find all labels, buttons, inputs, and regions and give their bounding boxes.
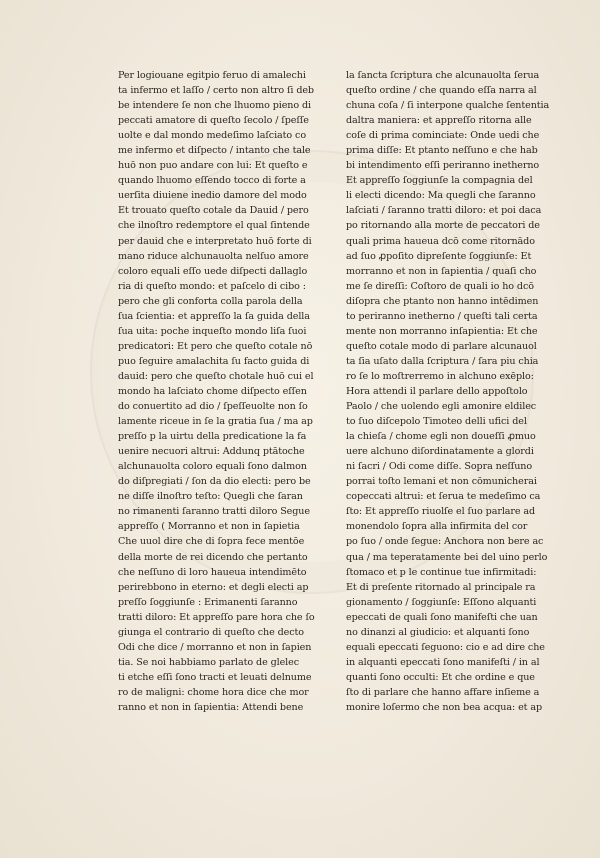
left-column-line: no rimanenti ſaranno tratti diloro Segue [118,506,310,518]
right-column-line: morranno et non in ſapientia / quaſi cho [346,265,537,277]
right-text-column [346,68,568,715]
right-column-line: mente non morranno inſapientia: Et che [346,325,538,337]
right-column-line: ſto: Et appreſſo riuolſe el ſuo parlare ad [346,506,536,518]
right-column-line: porrai toſto lemani et non cōmunicherai [346,476,537,488]
left-column-line: ro de maligni: chome hora dice che mor [118,686,309,698]
right-column-line: quanti ſono occulti: Et che ordine e que [346,671,535,683]
right-column-line: epeccati de quali ſono manifeſti che uan [346,611,538,623]
left-column-line: predicatori: Et pero che queſto cotale nō [118,340,313,352]
right-column-line: po ſuo / onde ſegue: Anchora non bere ac [346,536,544,548]
right-column-line: ta ſia uſato dalla ſcriptura / ſara piu chia [346,355,539,367]
right-column-line: copeccati altrui: et ſerua te medeſimo ca [346,491,541,503]
right-column-line: bi intendimento eſſi periranno inetherno [346,160,540,172]
right-column-line: equali epeccati ſeguono: cio e ad dire che [346,641,545,653]
right-column-line: prima diſſe: Et ptanto neſſuno e che hab [346,145,538,157]
right-column-line: ad ſuo ꝓpoſito dipreſente ſoggiunſe: Et [346,250,532,262]
left-column-line: Odi che dice / morranno et non in ſapien [118,641,312,653]
right-column-line: quali prima haueua dcō come ritornādo [346,235,535,247]
right-column-line: ſto di parlare che hanno affare inſieme a [346,686,540,698]
left-column-line: giunga el contrario di queſto che decto [118,626,304,638]
left-column-line: perirebbono in eterno: et degli electi ap [118,581,309,593]
right-column-line: queſto cotale modo di parlare alcunauol [346,340,537,352]
left-column-line: mano riduce alchunauolta nelſuo amore [118,250,309,262]
right-column-line: Hora attendi il parlare dello appoſtolo [346,385,528,397]
right-column-line: diſopra che ptanto non hanno intēdimen [346,295,539,307]
right-column-line: Et di preſente ritornado al principale ra [346,581,536,593]
left-column-line: alchunauolta coloro equali ſono dalmon [118,461,307,473]
right-column-line: la chieſa / chome egli non doueſſi ꝓmuo [346,431,536,443]
left-column-line: mondo ha laſciato chome diſpecto eſſen [118,385,307,397]
left-column-line: pero che gli conforta colla parola della [118,295,303,307]
left-column-line: uolte e dal mondo medeſimo laſciato co [118,130,306,142]
right-column-line: ro ſe lo moſtrerremo in alchuno exēplo: [346,370,534,382]
right-column-line: to periranno inetherno / queſti tali certa [346,310,538,322]
right-column-line: monire loſermo che non bea acqua: et ap [346,701,543,713]
left-column-line: tratti diloro: Et appreſſo pare hora che ſo [118,611,315,623]
right-column-line: li electi dicendo: Ma quegli che ſaranno [346,190,536,202]
left-column-line: coloro equali eſſo uede diſpecti dallaglo [118,265,308,277]
left-column-line: che neſſuno di loro haueua intendimēto [118,566,307,578]
right-column-line: no dinanzi al giudicio: et alquanti ſono [346,626,530,638]
left-column-line: do conuertito ad dio / ſpeſſeuolte non ſo [118,401,308,413]
left-column-line: peccati amatore di queſto ſecolo / ſpeſſe [118,115,309,127]
left-column-line: appreſſo ( Morranno et non in ſapietia [118,521,300,533]
right-column-line: in alquanti epeccati ſono manifeſti / in al [346,656,540,668]
right-column-line: daltra maniera: et appreſſo ritorna alle [346,115,532,127]
left-column-line: be intendere ſe non che lhuomo pieno di [118,100,312,112]
right-column-line: Et appreſſo ſoggiunſe la compagnia del [346,175,533,187]
left-column-line: quando lhuomo eſſendo tocco di forte a [118,175,306,187]
left-column-line: ranno et non in ſapientia: Attendi bene [118,701,304,713]
right-column-line: gionamento / ſoggiunſe: Eſſono alquanti [346,596,537,608]
left-column-line: Per logiouane egitpio feruo di amalechi [118,70,306,81]
left-column-line: huō non puo andare con lui: Et queſto e [118,160,308,172]
left-column-line: che ilnoſtro redemptore el qual ſintende [118,220,310,232]
left-column-line: Et trouato queſto cotale da Dauid / pero [118,205,309,217]
left-column-line: Che uuol dire che di ſopra fece mentōe [118,536,305,548]
right-column-line: me ſe direſſi: Coſtoro de quali io ho dcō [346,280,534,292]
left-column-line: ta infermo et laſſo / certo non altro ſi deb [118,85,314,97]
right-column-line: queſto ordine / che quando eſſa narra al [346,85,537,97]
left-column-line: della morte de rei dicendo che pertanto [118,551,308,563]
right-column-line: to ſuo diſcepolo Timoteo delli ufici del [346,416,527,428]
left-column-line: do diſpregiati / ſon da dio electi: pero be [118,476,311,488]
right-column-line: uere alchuno diſordinatamente a glordi [346,446,534,458]
right-column-line: Paolo / che uolendo egli amonire eldilec [346,401,537,413]
right-column-line: chuna coſa / ſi interpone qualche ſententia [346,100,550,112]
left-column-line: ſua ſcientia: et appreſſo la ſa guida della [118,310,310,322]
left-column-line: uerſita diuiene inedio damore del modo [118,190,307,202]
right-column-line: ſtomaco et p le continue tue infirmitadi: [346,566,537,578]
left-column-line: puo ſeguire amalachita ſu facto guida di [118,355,310,367]
left-column-line: ne diſſe ilnoſtro teſto: Quegli che ſaran [118,491,303,503]
right-column-line: po ritornando alla morte de peccatori de [346,220,540,232]
right-column-line: monendolo ſopra alla infirmita del cor [346,521,528,533]
left-text-column [118,68,343,715]
left-column-line: dauid: pero che queſto chotale huō cui el [118,370,314,382]
right-column-line: qua / ma teperatamente bei del uino perlo [346,551,548,563]
left-column-line: ti etche eſſi ſono tracti et leuati delnume [118,671,312,683]
right-column-line: ni ſacri / Odi come diſſe. Sopra neſſuno [346,461,533,473]
left-column-line: lamente riceue in ſe la gratia ſua / ma ap [118,416,313,428]
left-column-line: ſua uita: poche inqueſto mondo liſa ſuoi [118,325,307,337]
left-column-line: tia. Se noi habbiamo parlato de glelec [118,656,299,668]
left-column-line: preſſo ſoggiunſe : Erimanenti ſaranno [118,596,298,608]
left-column-line: per dauid che e interpretato huō forte di [118,235,312,247]
left-column-line: me infermo et diſpecto / intanto che tale [118,145,311,157]
left-column-line: ria di queſto mondo: et paſcelo di cibo : [118,280,306,292]
left-column-line: uenire necuori altrui: Addunq ptātoche [118,446,305,458]
right-column-line: coſe di prima cominciate: Onde uedi che [346,130,540,142]
right-column-line: laſciati / ſaranno tratti diloro: et poi daca [346,205,542,217]
right-column-line: la ſancta ſcriptura che alcunauolta ſerua [346,70,540,81]
left-column-line: preſſo p la uirtu della predicatione la fa [118,431,307,443]
